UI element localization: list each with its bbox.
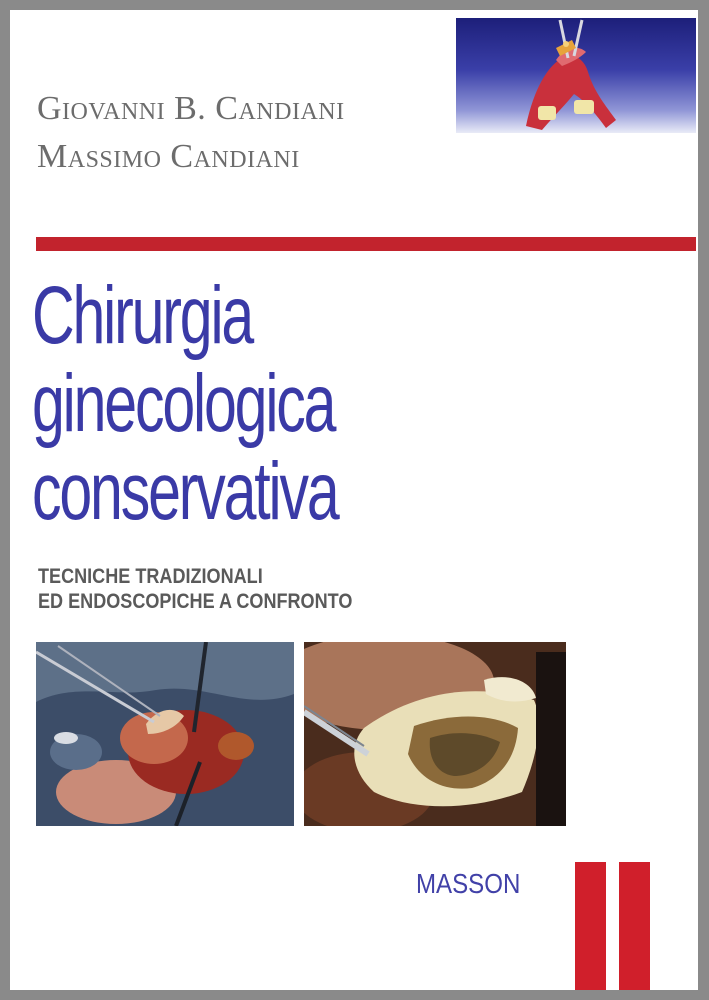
subtitle-line: ED ENDOSCOPICHE A CONFRONTO bbox=[38, 590, 353, 613]
author-name: Giovanni B. Candiani bbox=[37, 90, 345, 127]
author-name: Massimo Candiani bbox=[37, 138, 300, 175]
publisher-logo-bar bbox=[619, 862, 650, 990]
book-cover bbox=[10, 10, 698, 990]
endoscopic-surgery-photo bbox=[304, 642, 566, 826]
book-subtitle bbox=[38, 564, 352, 614]
title-line: ginecologica bbox=[32, 358, 335, 449]
book-title bbox=[32, 272, 338, 536]
publisher-logo-bar bbox=[575, 862, 606, 990]
subtitle-line: TECNICHE TRADIZIONALI bbox=[38, 565, 263, 588]
title-line: conservativa bbox=[32, 446, 338, 537]
surgical-illustration bbox=[456, 18, 696, 133]
publisher-name: MASSON bbox=[416, 868, 521, 899]
divider-rule bbox=[36, 237, 696, 251]
title-line: Chirurgia bbox=[32, 270, 253, 361]
open-surgery-photo bbox=[36, 642, 294, 826]
